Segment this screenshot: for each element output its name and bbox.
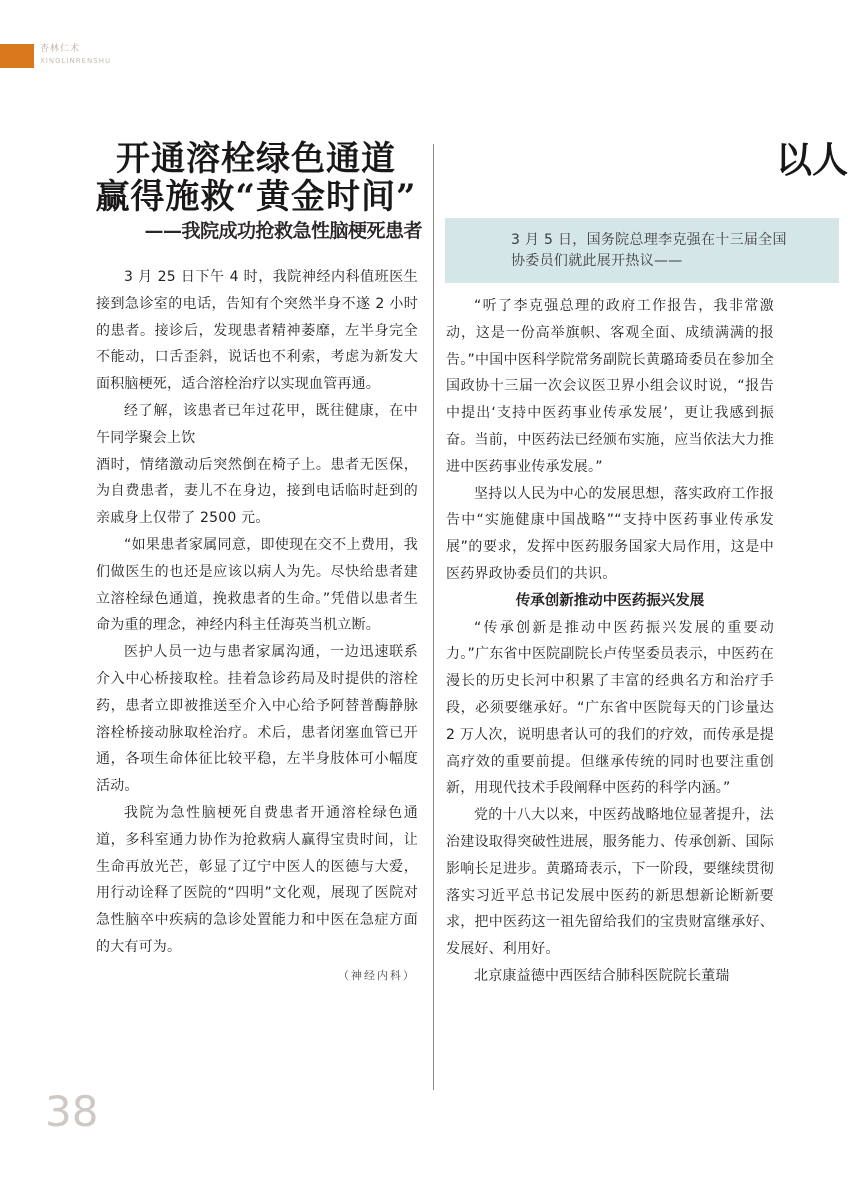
left-paragraph-5: 医护人员一边与患者家属沟通，一边迅速联系介入中心桥接取栓。挂着急诊药局及时提供的溶栓药，患者立即被推送至介入中心给予阿替普酶静脉溶栓桥接动脉取栓治疗。术后，患者闭塞血管已开通，各项生命体征比较平稳，左半身肢体可小幅度活动。: [96, 644, 418, 795]
right-paragraph-1: “听了李克强总理的政府工作报告，我非常激动，这是一份高举旗帜、客观全面、成绩满满的报告。”中国中医科学院常务副院长黄璐琦委员在参加全国政协十三届一次会议医卫界小组会议时说，“报告中提出‘支持中医药事业传承发展’，更让我感到振奋。当前，中医药法已经颁布实施，应当依法大力推进中医药事业传承发展。”: [446, 298, 774, 475]
right-paragraph-4: 党的十八大以来，中医药战略地位显著提升，法治建设取得突破性进展，服务能力、传承创新、国际影响长足进步。黄璐琦表示，下一阶段，要继续贯彻落实习近平总书记发展中医药的新思想新论断新要求，把中医药这一祖先留给我们的宝贵财富继承好、发展好、利用好。: [446, 807, 774, 958]
left-paragraph-2: 经了解，该患者已年过花甲，既往健康，在中午同学聚会上饮: [96, 402, 418, 446]
summary-line-2: 协委员们就此展开热议——: [511, 253, 683, 269]
column-divider: [433, 144, 434, 1090]
header-subtitle: XINGLINRENSHU: [40, 57, 112, 65]
right-article-summary-box: [445, 218, 839, 283]
left-article-title-line2: 赢得施救“黄金时间”: [95, 177, 417, 217]
left-article-subtitle: ——我院成功抢救急性脑梗死患者: [144, 220, 422, 242]
left-article-source: （神经内科）: [338, 968, 416, 982]
page-number: 38: [45, 1087, 99, 1136]
header-title: 杏林仁术: [40, 44, 81, 54]
left-article: [90, 140, 422, 983]
right-section-heading: 传承创新推动中医药振兴发展: [515, 592, 705, 609]
right-paragraph-5: 北京康益德中西医结合肺科医院院长董瑞: [474, 967, 730, 984]
left-article-title-line1: 开通溶栓绿色通道: [116, 139, 396, 179]
left-paragraph-3: 酒时，情绪激动后突然倒在椅子上。患者无医保，为自费患者，妻儿不在身边，接到电话临时赶到的亲戚身上仅带了 2500 元。: [96, 456, 418, 527]
right-paragraph-2: 坚持以人民为中心的发展思想，落实政府工作报告中“实施健康中国战略”“支持中医药事业传承发展”的要求，发挥中医药服务国家大局作用，这是中医药界政协委员们的共识。: [446, 485, 774, 582]
left-article-body: [96, 264, 418, 983]
header-accent-bar: [0, 44, 34, 68]
right-article-summary: [511, 230, 841, 272]
left-paragraph-4: “如果患者家属同意，即使现在交不上费用，我们做医生的也还是应该以病人为先。尽快给患者建立溶栓绿色通道，挽救患者的生命。”凭借以患者生命为重的理念，神经内科主任海英当机立断。: [96, 536, 418, 634]
right-article-body: [446, 293, 774, 990]
summary-line-1: 3 月 5 日，国务院总理李克强在十三届全国: [511, 232, 787, 248]
right-paragraph-3: “传承创新是推动中医药振兴发展的重要动力。”广东省中医院副院长卢传坚委员表示，中医药在漫长的历史长河中积累了丰富的经典名方和治疗手段，必须要继承好。“广东省中医院每天的门诊量达 2 万人次，说明患者认可的我们的疗效，而传承是提高疗效的重要前提。但继承传统的同时也要注重创新，用现代技术手段阐释中医药的科学内涵。”: [446, 619, 774, 797]
left-paragraph-1: 3 月 25 日下午 4 时，我院神经内科值班医生接到急诊室的电话，告知有个突然半身不遂 2 小时的患者。接诊后，发现患者精神萎靡，左半身完全不能动，口舌歪斜，说话也不利索，考虑为新发大面积脑梗死，适合溶栓治疗以实现血管再通。: [96, 269, 418, 393]
right-article-title: 以人: [776, 139, 848, 181]
left-paragraph-6: 我院为急性脑梗死自费患者开通溶栓绿色通道，多科室通力协作为抢救病人赢得宝贵时间，让生命再放光芒，彰显了辽宁中医人的医德与大爱，用行动诠释了医院的“四明”文化观，展现了医院对急性脑卒中疾病的急诊处置能力和中医在急症方面的大有可为。: [96, 804, 418, 955]
